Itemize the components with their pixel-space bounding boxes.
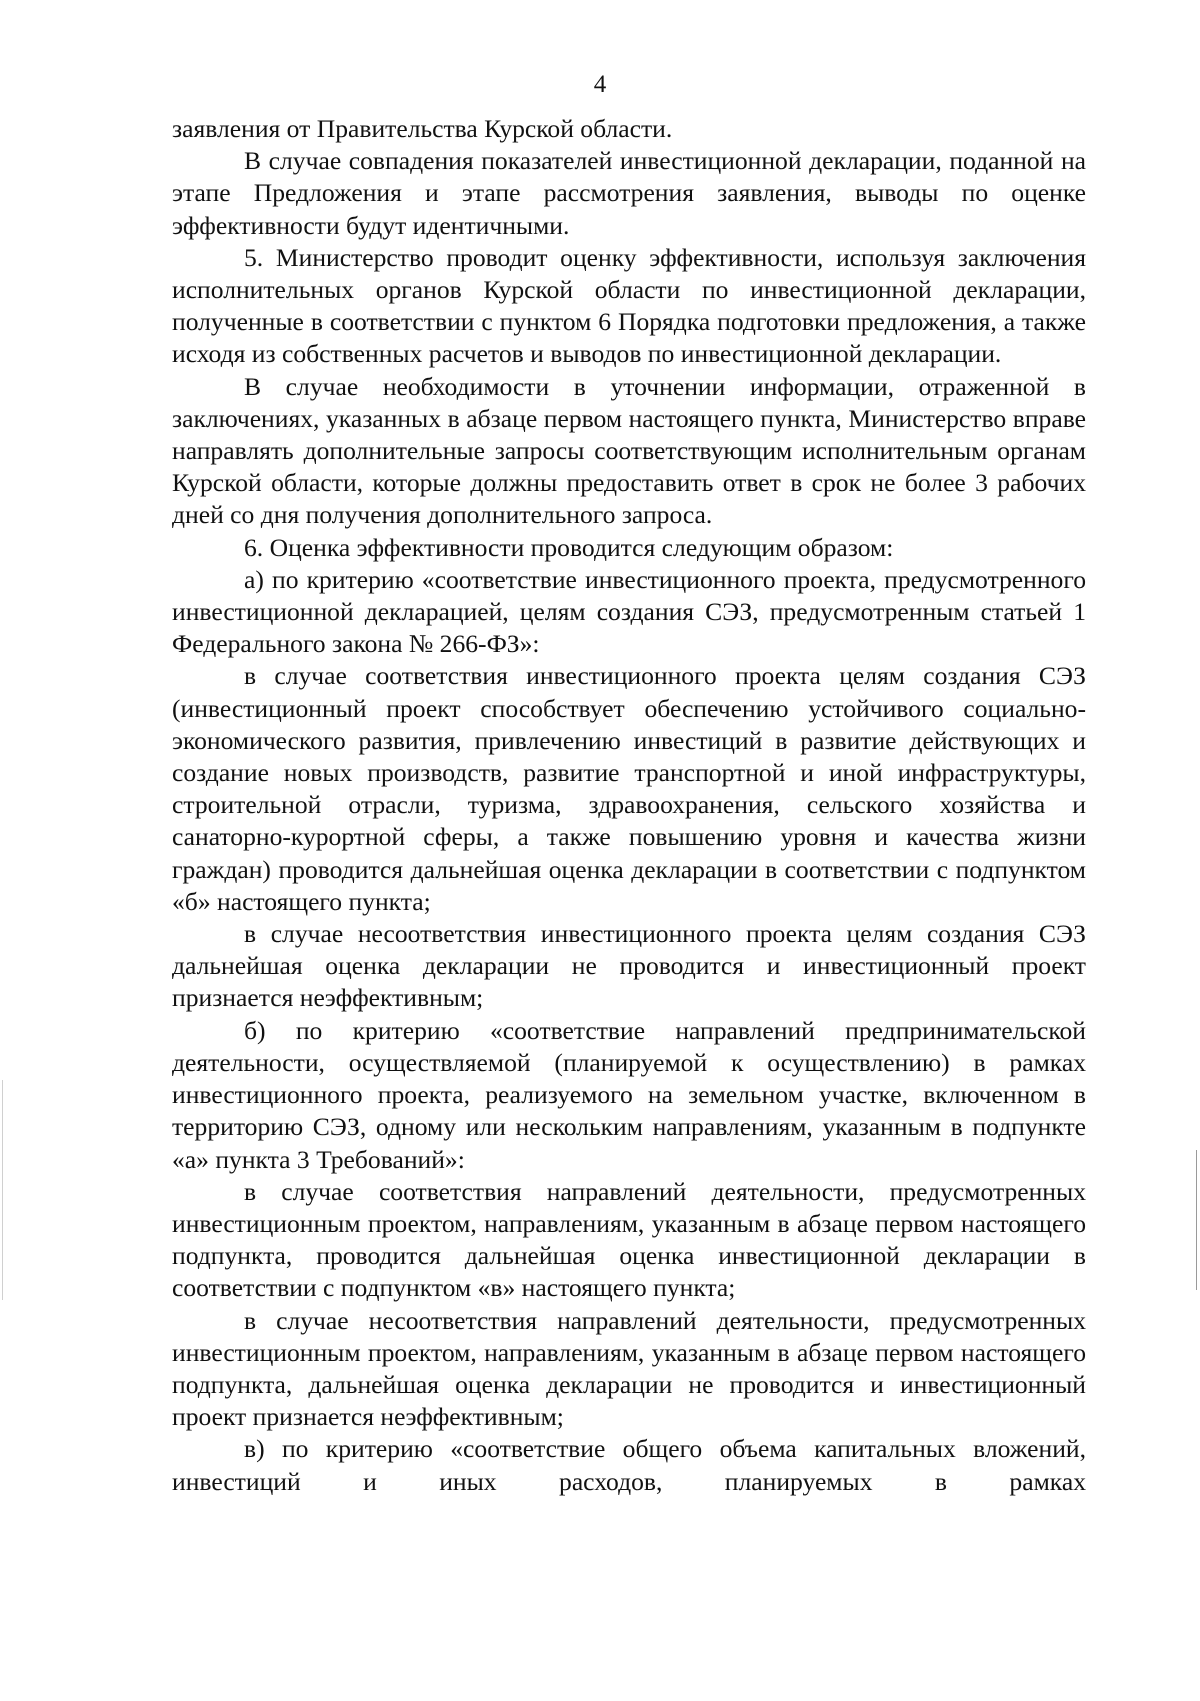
document-body (172, 113, 1086, 1498)
paragraph: 6. Оценка эффективности проводится следующим образом: (244, 532, 894, 562)
page-number: 4 (593, 71, 607, 98)
paragraph: В случае совпадения показателей инвестиционной декларации, поданной на этапе Предложения и этапе рассмотрения заявления, выводы по оценке эффективности будут идентичными. (172, 146, 1086, 240)
paragraph: в случае несоответствия инвестиционного проекта целям создания СЭЗ дальнейшая оценка декларации не проводится и инвестиционный проект признается неэффективным; (172, 919, 1086, 1013)
paragraph: в случае несоответствия направлений деятельности, предусмотренных инвестиционным проектом, направлениям, указанным в абзаце первом настоящего подпункта, дальнейшая оценка декларации не проводится и инвестиционный проект признается неэффективным; (172, 1305, 1086, 1432)
scan-edge-mark (1196, 1150, 1197, 1290)
scan-edge-mark (2, 1080, 3, 1300)
paragraph: в случае соответствия инвестиционного проекта целям создания СЭЗ (инвестиционный проект способствует обеспечению устойчивого социально-экономического развития, привлечению инвестиций в развитие действующих и создание новых производств, развитие транспортной и иной инфраструктуры, строительной отрасли, туризма, здравоохранения, сельского хозяйства и санаторно-курортной сферы, а также повышению уровня и качества жизни граждан) проводится дальнейшая оценка декларации в соответствии с подпунктом «б» настоящего пункта; (172, 661, 1086, 916)
paragraph: в) по критерию «соответствие общего объема капитальных вложений, инвестиций и иных расходов, планируемых в рамках (172, 1434, 1086, 1496)
paragraph: в случае соответствия направлений деятельности, предусмотренных инвестиционным проектом, направлениям, указанным в абзаце первом настоящего подпункта, проводится дальнейшая оценка инвестиционной декларации в соответствии с подпунктом «в» настоящего пункта; (172, 1176, 1086, 1303)
paragraph: 5. Министерство проводит оценку эффективности, используя заключения исполнительных органов Курской области по инвестиционной декларации, полученные в соответствии с пунктом 6 Порядка подготовки предложения, а также исходя из собственных расчетов и выводов по инвестиционной декларации. (172, 242, 1086, 369)
paragraph: а) по критерию «соответствие инвестиционного проекта, предусмотренного инвестиционной декларацией, целям создания СЭЗ, предусмотренным статьей 1 Федерального закона № 266-ФЗ»: (172, 564, 1086, 659)
paragraph: В случае необходимости в уточнении информации, отраженной в заключениях, указанных в абзаце первом настоящего пункта, Министерство вправе направлять дополнительные запросы соответствующим исполнительным органам Курской области, которые должны предоставить ответ в срок не более 3 рабочих дней со дня получения дополнительного запроса. (172, 371, 1086, 530)
paragraph: заявления от Правительства Курской области. (172, 114, 673, 143)
paragraph: б) по критерию «соответствие направлений предпринимательской деятельности, осуществляемой (планируемой к осуществлению) в рамках инвестиционного проекта, реализуемого на земельном участке, включенном в территорию СЭЗ, одному или нескольким направлениям, указанным в подпункте «а» пункта 3 Требований»: (172, 1015, 1086, 1174)
